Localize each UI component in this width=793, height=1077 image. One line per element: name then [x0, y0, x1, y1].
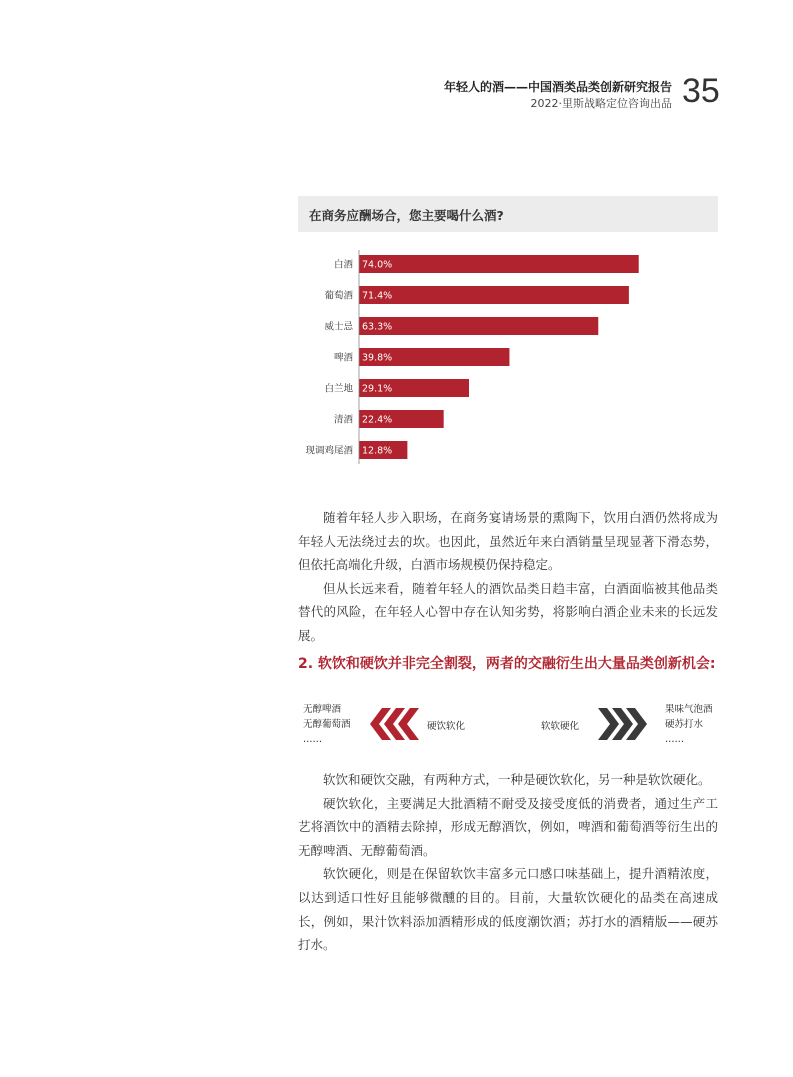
report-subtitle: 2022·里斯战略定位咨询出品: [530, 97, 672, 110]
right-item-list: [665, 702, 713, 747]
category-label: 白兰地: [324, 383, 353, 395]
list-item: 果味气泡酒: [665, 704, 713, 715]
category-label: 清酒: [333, 414, 353, 426]
category-label: 白酒: [333, 259, 353, 271]
list-item: ……: [303, 734, 322, 745]
list-item: 无醇葡萄酒: [303, 719, 351, 730]
data-label: 12.8%: [362, 445, 393, 457]
paragraph: 硬饮软化，主要满足大批酒精不耐受及接受度低的消费者，通过生产工艺将酒饮中的酒精去除掉，形成无醇酒饮，例如，啤酒和葡萄酒等衍生出的无醇啤酒、无醇葡萄酒。: [298, 795, 718, 858]
paragraph: 软饮和硬饮交融，有两种方式，一种是硬饮软化，另一种是软饮硬化。: [323, 772, 711, 787]
left-item-list: [303, 702, 351, 747]
section-heading: 2. 软饮和硬饮并非完全割裂，两者的交融衍生出大量品类创新机会:: [298, 656, 716, 672]
data-label: 39.8%: [362, 352, 393, 364]
paragraph: 软饮硬化，则是在保留软饮丰富多元口感口味基础上，提升酒精浓度，以达到适口性好且能够微醺的目的。目前，大量软饮硬化的品类在高速成长，例如，果汁饮料添加酒精形成的低度潮饮酒；苏打水的酒精版——硬苏打水。: [298, 866, 718, 953]
body-text-2: [298, 768, 718, 957]
data-label: 74.0%: [362, 259, 393, 271]
drinks-bar-chart: [298, 248, 718, 468]
list-item: 无醇啤酒: [303, 704, 342, 715]
question-banner: [298, 196, 718, 232]
data-label: 71.4%: [362, 290, 393, 302]
paragraph: 但从长远来看，随着年轻人的酒饮品类日趋丰富，白酒面临被其他品类替代的风险，在年轻人心智中存在认知劣势，将影响白酒企业未来的长远发展。: [298, 580, 718, 643]
data-label: 22.4%: [362, 414, 393, 426]
data-label: 63.3%: [362, 321, 393, 333]
left-label: 硬饮软化: [427, 721, 466, 732]
soft-hard-diagram: [298, 698, 718, 750]
category-label: 葡萄酒: [324, 290, 353, 302]
chart-bar: [359, 317, 598, 335]
chevron-right-icon: [594, 708, 649, 740]
chevron-left-icon: [368, 708, 423, 740]
list-item: 硬苏打水: [665, 719, 704, 730]
category-label: 现调鸡尾酒: [305, 445, 353, 457]
category-label: 威士忌: [324, 321, 353, 333]
page-number: 35: [682, 72, 720, 110]
right-label: 软软硬化: [541, 721, 580, 732]
question-text: 在商务应酬场合，您主要喝什么酒?: [309, 208, 504, 223]
chart-bar: [359, 286, 629, 304]
body-text-1: [298, 506, 718, 648]
list-item: ……: [665, 734, 684, 745]
data-label: 29.1%: [362, 383, 393, 395]
paragraph: 随着年轻人步入职场，在商务宴请场景的熏陶下，饮用白酒仍然将成为年轻人无法绕过去的坎。也因此，虽然近年来白酒销量呈现显著下滑态势，但依托高端化升级，白酒市场规模仍保持稳定。: [298, 510, 718, 573]
chart-bar: [359, 255, 639, 273]
category-label: 啤酒: [333, 352, 353, 364]
report-title: 年轻人的酒——中国酒类品类创新研究报告: [443, 80, 672, 94]
